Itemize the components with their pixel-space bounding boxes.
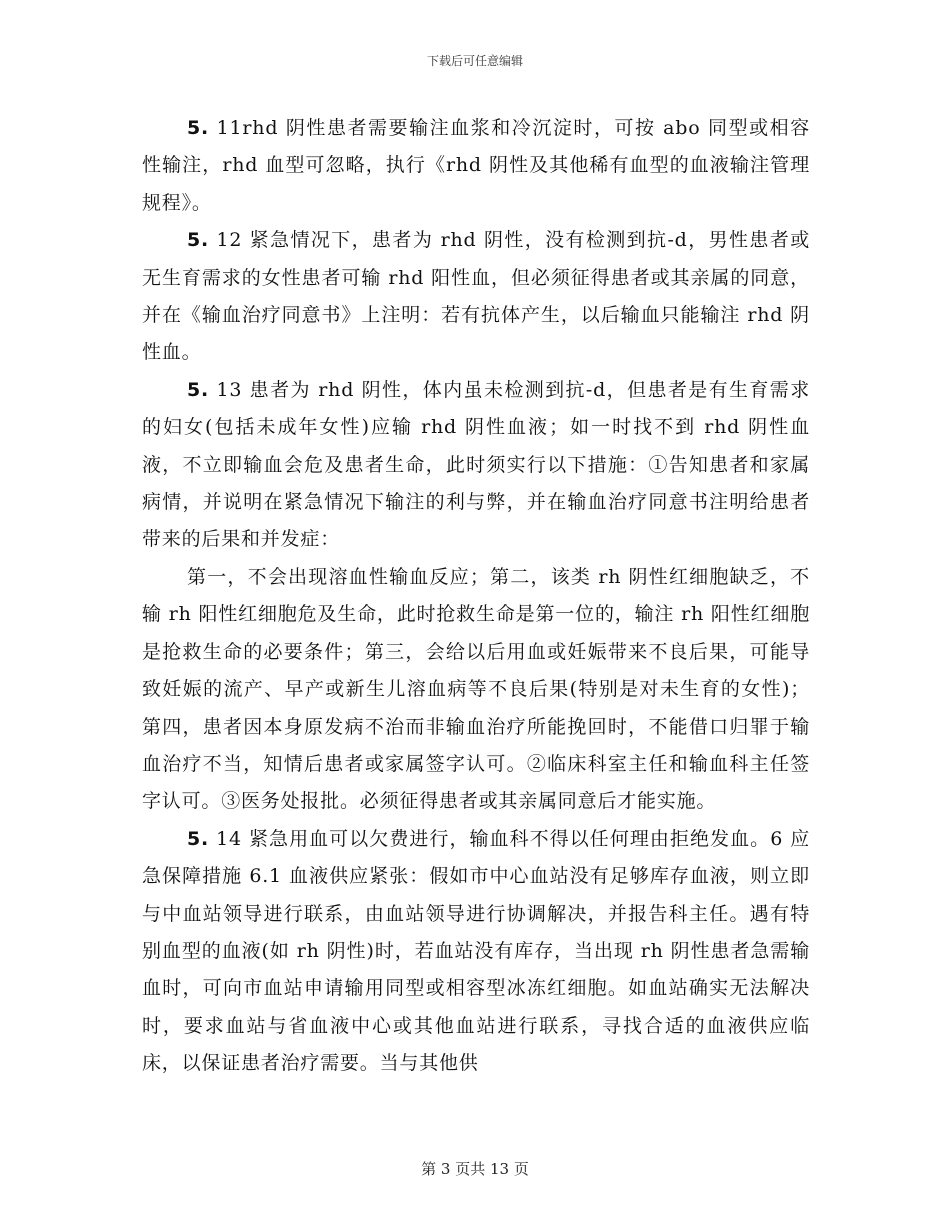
- paragraph-text: 11rhd 阴性患者需要输注血浆和冷沉淀时，可按 abo 同型或相容性输注，rhd 血型可忽略，执行《rhd 阴性及其他稀有血型的血液输注管理规程》。: [142, 117, 810, 214]
- paragraph-5-13: [142, 372, 810, 559]
- paragraph-5-11: [142, 110, 810, 222]
- paragraph-text: 第一，不会出现溶血性输血反应；第二，该类 rh 阴性红细胞缺乏，不输 rh 阳性红细胞危及生命，此时抢救生命是第一位的，输注 rh 阳性红细胞是抢救生命的必要条件；第三，会给以后用血或妊娠带来不良后果，可能导致妊娠的流产、早产或新生儿溶血病等不良后果(特别是对未生育的女性)；第四，患者因本身原发病不治而非输血治疗所能挽回时，不能借口归罪于输血治疗不当，知情后患者或家属签字认可。②临床科室主任和输血科主任签字认可。③医务处报批。必须征得患者或其亲属同意后才能实施。: [142, 565, 810, 813]
- paragraph-text: 13 患者为 rhd 阴性，体内虽未检测到抗-d，但患者是有生育需求的妇女(包括未成年女性)应输 rhd 阴性血液；如一时找不到 rhd 阴性血液，不立即输血会危及患者生命，此时须实行以下措施：①告知患者和家属病情，并说明在紧急情况下输注的利与弊，并在输血治疗同意书注明给患者带来的后果和并发症：: [142, 378, 810, 551]
- page-header: 下载后可任意编辑: [426, 54, 523, 68]
- paragraph-consequences: [142, 559, 810, 821]
- paragraph-5-14: [142, 821, 810, 1083]
- document-body: [142, 110, 810, 1083]
- section-number: 5.: [187, 229, 210, 252]
- page-footer: 第 3 页共 13 页: [421, 1160, 529, 1178]
- paragraph-text: 14 紧急用血可以欠费进行，输血科不得以任何理由拒绝发血。6 应急保障措施 6.1 血液供应紧张：假如市中心血站没有足够库存血液，则立即与中血站领导进行联系，由血站领导进行协调解决，并报告科主任。遇有特别血型的血液(如 rh 阴性)时，若血站没有库存，当出现 rh 阴性患者急需输血时，可向市血站申请输用同型或相容型冰冻红细胞。如血站确实无法解决时，要求血站与省血液中心或其他血站进行联系，寻找合适的血液供应临床，以保证患者治疗需要。当与其他供: [142, 827, 810, 1075]
- section-number: 5.: [187, 117, 210, 139]
- paragraph-5-12: [142, 222, 810, 372]
- section-number: 5.: [187, 378, 210, 401]
- section-number: 5.: [187, 827, 210, 850]
- paragraph-text: 12 紧急情况下，患者为 rhd 阴性，没有检测到抗-d，男性患者或无生育需求的女性患者可输 rhd 阳性血，但必须征得患者或其亲属的同意，并在《输血治疗同意书》上注明：若有抗体产生，以后输血只能输注 rhd 阴性血。: [142, 229, 810, 364]
